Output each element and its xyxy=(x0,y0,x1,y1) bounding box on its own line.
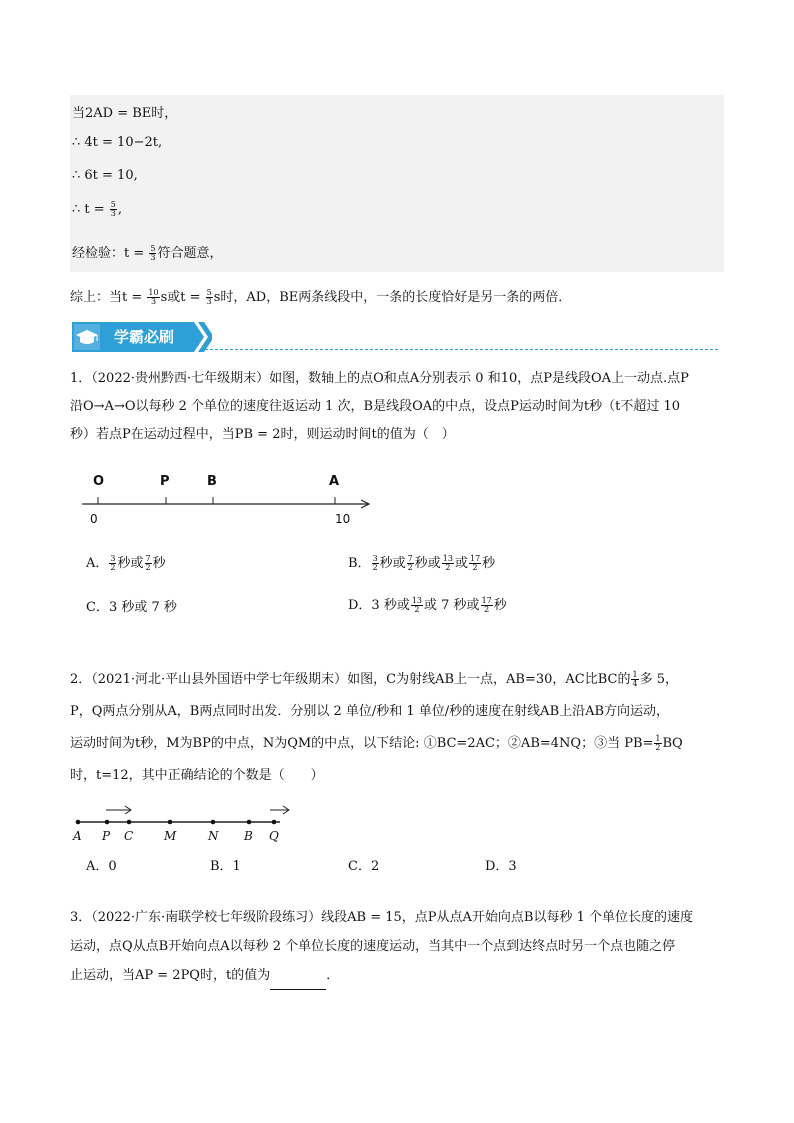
text: s时，AD，BE两条线段中，一条的长度恰好是另一条的两倍． xyxy=(213,290,572,305)
fraction xyxy=(149,245,156,262)
denominator: 4 xyxy=(632,679,638,688)
text: 秒或 xyxy=(414,556,441,571)
fraction xyxy=(631,671,638,688)
text: ． xyxy=(326,968,340,983)
question-1 xyxy=(70,366,725,448)
point-label-p: P xyxy=(160,474,170,489)
fraction xyxy=(469,555,481,572)
text: 符合题意， xyxy=(157,246,223,261)
denominator: 2 xyxy=(110,563,116,572)
text: 止运动，当AP = 2PQ时，t的值为 xyxy=(70,968,271,983)
point-label-c: C xyxy=(124,829,134,843)
q2-option-a[interactable]: A．0 xyxy=(86,859,117,874)
point-label-a: A xyxy=(73,829,82,843)
denominator: 2 xyxy=(655,743,661,752)
denominator: 2 xyxy=(472,563,478,572)
text: 或 xyxy=(454,556,468,571)
q3-line-3 xyxy=(70,961,725,990)
solution-summary xyxy=(70,286,571,306)
solution-line-2: ∴ 4t = 10−2t, xyxy=(72,135,163,150)
denominator: 2 xyxy=(372,563,378,572)
option-label: D．3 秒或 xyxy=(348,598,410,613)
solution-line-4 xyxy=(72,201,122,218)
answer-blank[interactable] xyxy=(270,976,326,990)
q1-option-b[interactable] xyxy=(348,552,495,572)
numerator: 3 xyxy=(372,554,378,563)
fraction xyxy=(407,555,414,572)
q1-option-d[interactable] xyxy=(348,594,507,614)
q1-line-1: 1．（2022·贵州黔西·七年级期末）如图，数轴上的点O和点A分别表示 0 和10，点P是线段OA上一动点.点P xyxy=(70,371,689,386)
q2-option-c[interactable]: C．2 xyxy=(348,859,380,874)
denominator: 3 xyxy=(150,297,157,306)
text: 2．（2021·河北·平山县外国语中学七年级期末）如图，C为射线AB上一点，AB=30，AC比BC的 xyxy=(70,672,631,687)
q3-line-1: 3．（2022·广东·南联学校七年级阶段练习）线段AB = 15，点P从点A开始向点B以每秒 1 个单位长度的速度 xyxy=(70,910,693,925)
fraction xyxy=(147,289,159,306)
arrow-right-icon xyxy=(270,806,289,814)
q1-line-2: 沿O→A→O以每秒 2 个单位的速度往返运动 1 次，B是线段OA的中点，设点P运动时间为t秒（t不超过 10 xyxy=(70,399,681,414)
numerator: 17 xyxy=(481,596,492,605)
q2-line-1 xyxy=(70,666,725,694)
numerator: 5 xyxy=(110,200,116,209)
text: 经检验：t = xyxy=(72,246,149,261)
text: BQ xyxy=(662,736,683,751)
denominator: 3 xyxy=(206,297,212,306)
tick-label-0: 0 xyxy=(90,512,98,526)
arrow-right-icon xyxy=(106,806,131,814)
q3-line-2: 运动，点Q从点B开始向点A以每秒 2 个单位长度的速度运动，当其中一个点到达终点时另一个点也随之停 xyxy=(70,939,676,954)
text: 秒或 xyxy=(379,556,406,571)
q1-option-c[interactable]: C．3 秒或 7 秒 xyxy=(86,600,177,615)
q2-line-2: P，Q两点分别从A，B两点同时出发．分别以 2 单位/秒和 1 单位/秒的速度在射线AB上沿AB方向运动， xyxy=(70,704,670,719)
q1-line-3: 秒）若点P在运动过程中，当PB = 2时，则运动时间t的值为（ ） xyxy=(70,427,455,442)
text: 多 5， xyxy=(639,672,678,687)
point-label-a: A xyxy=(329,474,340,489)
denominator: 2 xyxy=(407,563,413,572)
point-label-b: B xyxy=(207,474,217,489)
text: 运动时间为t秒，M为BP的中点，N为QM的中点，以下结论: ①BC=2AC；②AB=4NQ；③当 PB= xyxy=(70,736,654,751)
q2-line-3 xyxy=(70,730,725,758)
q2-option-d[interactable]: D．3 xyxy=(485,859,517,874)
fraction xyxy=(372,555,379,572)
fraction xyxy=(442,555,454,572)
point-label-o: O xyxy=(93,474,105,489)
numerator: 10 xyxy=(148,288,159,297)
fraction xyxy=(145,555,152,572)
fraction xyxy=(109,555,116,572)
q2-option-b[interactable]: B．1 xyxy=(210,859,241,874)
text: 秒 xyxy=(482,556,496,571)
numerator: 7 xyxy=(145,554,151,563)
numerator: 13 xyxy=(411,596,423,605)
denominator: 2 xyxy=(145,563,151,572)
option-label: A． xyxy=(86,556,109,571)
denominator: 3 xyxy=(110,209,116,218)
fraction xyxy=(206,289,213,306)
fraction xyxy=(110,201,117,218)
denominator: 2 xyxy=(484,605,490,614)
text: 综上：当t = xyxy=(70,290,147,305)
numerator: 7 xyxy=(407,554,413,563)
text: s或t = xyxy=(160,290,205,305)
numerator: 13 xyxy=(442,554,453,563)
numerator: 1 xyxy=(632,670,638,679)
fraction xyxy=(481,597,493,614)
q1-number-line-figure xyxy=(74,468,376,528)
text: 或 7 秒或 xyxy=(424,598,480,613)
numerator: 5 xyxy=(150,244,156,253)
question-3 xyxy=(70,903,725,990)
text: 秒或 xyxy=(117,556,144,571)
denominator: 2 xyxy=(445,563,451,572)
point-label-n: N xyxy=(208,829,219,843)
question-2 xyxy=(70,666,725,790)
point-label-m: M xyxy=(164,829,177,843)
solution-line-1: 当2AD = BE时， xyxy=(72,106,178,121)
numerator: 1 xyxy=(655,734,661,743)
q1-option-a[interactable] xyxy=(86,552,166,572)
text: 秒 xyxy=(152,556,166,571)
denominator: 2 xyxy=(414,605,420,614)
numerator: 5 xyxy=(206,288,212,297)
text: ∴ t = xyxy=(72,202,109,217)
fraction xyxy=(654,735,661,752)
text: , xyxy=(117,202,123,217)
point-label-b: B xyxy=(244,829,253,843)
tick-label-10: 10 xyxy=(335,512,351,526)
solution-line-5 xyxy=(72,242,223,262)
numerator: 3 xyxy=(110,554,116,563)
option-label: B． xyxy=(348,556,371,571)
q2-ray-figure xyxy=(68,800,300,844)
denominator: 3 xyxy=(150,253,156,262)
point-label-q: Q xyxy=(269,829,279,843)
q2-line-4: 时，t=12，其中正确结论的个数是（ ） xyxy=(70,768,324,783)
numerator: 17 xyxy=(469,554,481,563)
fraction xyxy=(411,597,423,614)
banner-label: 学霸必刷 xyxy=(114,328,175,346)
section-banner xyxy=(72,322,212,352)
text: 秒 xyxy=(493,598,507,613)
section-divider xyxy=(205,349,718,350)
solution-line-3: ∴ 6t = 10, xyxy=(72,168,138,183)
point-label-p: P xyxy=(102,829,111,843)
